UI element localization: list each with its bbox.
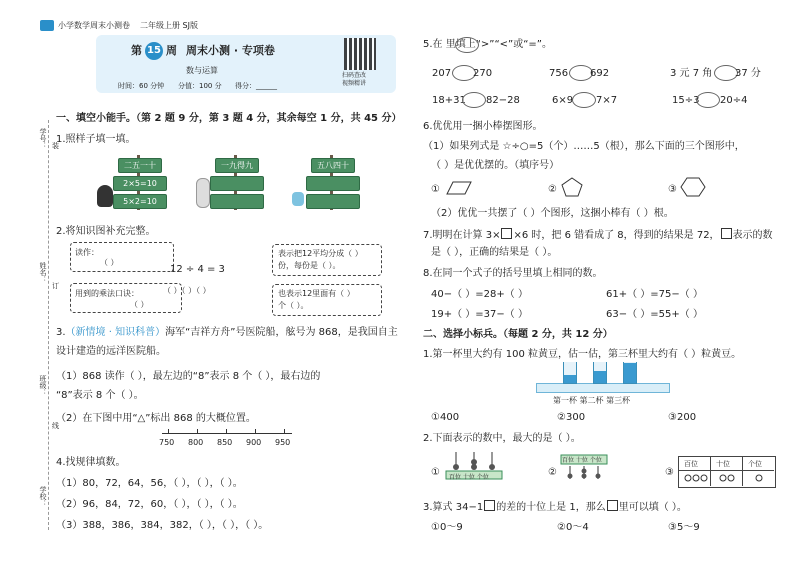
q7-text-a: 7.明明在计算 3× xyxy=(423,230,501,241)
binding-line xyxy=(48,120,49,530)
c2-option-2-label[interactable]: ② xyxy=(548,467,557,478)
signpost-1-bottom: 5×2=10 xyxy=(113,194,167,209)
number-line-tick xyxy=(255,429,256,434)
qr-caption-2: 视频精讲 xyxy=(342,80,367,87)
option-3-label: ③ xyxy=(668,184,677,195)
badge-icon xyxy=(40,20,54,31)
option-2-label: ② xyxy=(548,184,557,195)
q7-box[interactable] xyxy=(721,228,732,239)
score-got: 得分：______ xyxy=(235,82,277,90)
margin-xuexiao: 学校： xyxy=(39,486,47,507)
q4-part2[interactable]: （2）96，84，72，60，（ ），（ ），（ ）。 xyxy=(56,499,243,510)
page-title: 周末小测 · 专项卷 xyxy=(186,44,275,57)
q3-part1: （1）868 读作（ ），最左边的“8”表示 8 个（ ），最右边的 xyxy=(56,371,321,382)
c3-option-1[interactable]: ①0～9 xyxy=(431,522,463,533)
elephant-icon xyxy=(292,192,304,206)
week-number: 15 xyxy=(145,42,163,60)
section-1-title: 一、填空小能手。（第 2 题 9 分，第 3 题 4 分，其余每空 1 分，共 45 分） xyxy=(56,113,402,124)
q2-title: 2.将知识图补充完整。 xyxy=(56,226,156,237)
abacus-label: 百位 十位 个位 xyxy=(449,474,489,481)
cup-3 xyxy=(623,362,637,384)
q5-r2-c: 6×9 xyxy=(552,95,574,106)
number-line-label: 850 xyxy=(217,438,233,447)
q5-r1-e: 3 元 7 角 xyxy=(670,68,713,79)
c2-option-1-label[interactable]: ① xyxy=(431,467,440,478)
q3-tag: （新情境 · 知识科普） xyxy=(65,327,166,338)
margin-xingming: 姓名： xyxy=(39,262,47,283)
q4-title: 4.找规律填数。 xyxy=(56,457,126,468)
compare-oval[interactable] xyxy=(696,92,720,108)
box-read-blank[interactable]: （ ） xyxy=(100,258,119,267)
box-right-1-line1: 表示把12平均分成（ ） xyxy=(278,249,363,258)
pentagon-icon xyxy=(560,176,584,198)
q3-text-a: 海军“吉祥方舟”号医院船，舷号为 868，是我国自主 xyxy=(165,327,398,338)
cups-shelf xyxy=(536,383,670,393)
margin-zhuang: 装 xyxy=(52,142,59,150)
c2-option-3-label[interactable]: ③ xyxy=(665,467,674,478)
box-read-label: 读作： xyxy=(75,248,99,257)
q7-line2: 是（ ），正确的结果是（ ）。 xyxy=(431,247,558,258)
q7-line1 xyxy=(423,228,773,242)
c1-option-2[interactable]: ②300 xyxy=(557,412,586,423)
c3-option-2[interactable]: ②0～4 xyxy=(557,522,589,533)
c1-title: 1.第一杯里大约有 100 粒黄豆，估一估，第三杯里大约有（ ）粒黄豆。 xyxy=(423,349,742,360)
score-total: 分值：100 分 xyxy=(178,82,222,90)
number-line-label: 900 xyxy=(246,438,262,447)
q8-b[interactable]: 61+（ ）=75−（ ） xyxy=(606,289,703,300)
q5-r2-f: 20÷4 xyxy=(720,95,748,106)
cups-label: 第一杯 第二杯 第三杯 xyxy=(553,396,631,405)
q8-a[interactable]: 40−（ ）=28+（ ） xyxy=(431,289,528,300)
margin-xuehao: 学号： xyxy=(39,128,47,149)
q4-part3[interactable]: （3）388，386，384，382，（ ），（ ），（ ）。 xyxy=(56,520,269,531)
pv-header-hundreds: 百位 xyxy=(684,460,698,468)
q5-r1-d: 692 xyxy=(590,68,610,79)
cup-1 xyxy=(563,362,577,384)
c3-line xyxy=(423,500,687,514)
number-line-label: 950 xyxy=(275,438,291,447)
hexagon-icon xyxy=(680,176,706,198)
compare-oval[interactable] xyxy=(462,92,486,108)
q5-r1-a: 207 xyxy=(432,68,452,79)
number-line-label: 800 xyxy=(188,438,204,447)
box-mouth-label: 用到的乘法口诀： xyxy=(75,289,139,298)
pv-beads xyxy=(680,472,774,485)
q5-r1-b: 270 xyxy=(473,68,493,79)
qr-code xyxy=(344,38,376,70)
q7-text-c: 表示的数 xyxy=(732,230,773,241)
page-subtitle: 数与运算 xyxy=(186,66,218,75)
panda-icon xyxy=(97,185,113,207)
option-1-label: ① xyxy=(431,184,440,195)
signpost-3-top: 五八四十 xyxy=(311,158,355,173)
q5-title-oval xyxy=(455,37,479,53)
q8-d[interactable]: 63−（ ）=55+（ ） xyxy=(606,309,703,320)
q5-r1-c: 756 xyxy=(549,68,569,79)
q5-r1-f: 37 分 xyxy=(735,68,761,79)
c3-text-c: 里可以填（ ）。 xyxy=(618,502,687,513)
q5-r2-a: 18+31 xyxy=(432,95,466,106)
pv-header-ones: 个位 xyxy=(748,460,762,468)
number-line-tick xyxy=(284,429,285,434)
box-right-2-line1: 也表示12里面有（ ） xyxy=(278,289,355,298)
signpost-2-mid xyxy=(210,176,264,191)
rod-label: 百位 十位 个位 xyxy=(562,457,602,464)
cup-2 xyxy=(593,362,607,384)
q1-title: 1.照样子填一填。 xyxy=(56,134,136,145)
margin-ding: 订 xyxy=(52,282,59,290)
box-mouth-blank[interactable]: （ ） xyxy=(130,300,149,309)
q5-title: 5.在 里填上“>”“<”或“=”。 xyxy=(423,39,552,50)
q5-r2-b: 82−28 xyxy=(486,95,520,106)
signpost-3-mid xyxy=(306,176,360,191)
signpost-1-mid: 2×5=10 xyxy=(113,176,167,191)
q6-title: 6.优优用一捆小棒摆图形。 xyxy=(423,121,543,132)
c1-option-1[interactable]: ①400 xyxy=(431,412,460,423)
q4-part1[interactable]: （1）80，72，64，56，（ ），（ ），（ ）。 xyxy=(56,478,243,489)
q3-part1-cont: “8”表示 8 个（ ）。 xyxy=(56,390,144,401)
number-line-tick xyxy=(226,429,227,434)
q6-part1: （1）如果列式是 ☆÷○=5（个）……5（根），那么下面的三个图形中， xyxy=(423,141,745,152)
signpost-2-bottom xyxy=(210,194,264,209)
box-right-2-line2: 个（ ）。 xyxy=(278,301,309,310)
pv-header-tens: 十位 xyxy=(716,460,730,468)
c3-box[interactable] xyxy=(484,500,495,511)
signpost-1-top: 二五一十 xyxy=(118,158,162,173)
c3-text-b: 的差的十位上是 1，那么 xyxy=(496,502,606,513)
compare-oval[interactable] xyxy=(572,92,596,108)
time-limit: 时间：60 分钟 xyxy=(118,82,165,90)
q5-r2-d: 7×7 xyxy=(596,95,618,106)
week-suffix: 周 xyxy=(166,44,177,57)
section-2-title: 二、选择小标兵。（每题 2 分，共 12 分） xyxy=(423,329,613,340)
q7-text-b: ×6 时，把 6 错看成了 8，得到的结果是 72， xyxy=(513,230,720,241)
number-line-tick xyxy=(168,429,169,434)
box-right-1-line2: 份，每份是（ ）。 xyxy=(278,261,341,270)
q8-title: 8.在同一个式子的括号里填上相同的数。 xyxy=(423,268,603,279)
c2-title: 2.下面表示的数中，最大的是（ ）。 xyxy=(423,433,581,444)
c3-box[interactable] xyxy=(607,500,618,511)
header-grade: 二年级上册 SJ版 xyxy=(140,21,198,30)
signpost-2-top: 一九得九 xyxy=(215,158,259,173)
q6-part2: （2）优优一共摆了（ ）个图形，这捆小棒有（ ）根。 xyxy=(431,208,674,219)
parallelogram-icon xyxy=(445,180,473,196)
margin-xian: 线 xyxy=(52,422,59,430)
q3-line1: 3.（新情境 · 知识科普）海军“吉祥方舟”号医院船，舷号为 868，是我国自主 xyxy=(56,327,398,338)
c3-option-3[interactable]: ③5～9 xyxy=(668,522,700,533)
margin-banji: 班级： xyxy=(39,375,47,396)
signpost-3-bottom xyxy=(306,194,360,209)
header-badge: 小学数学周末小测卷 xyxy=(58,21,130,30)
number-line-tick xyxy=(197,429,198,434)
equation: 12 ÷ 4 = 3 xyxy=(170,264,225,275)
q8-c[interactable]: 19+（ ）=37−（ ） xyxy=(431,309,528,320)
rabbit-icon xyxy=(196,178,210,208)
q6-part1-cont: （ ）是优优摆的。（填序号） xyxy=(431,160,560,171)
q3-part2: （2）在下图中用“△”标出 868 的大概位置。 xyxy=(56,413,256,424)
q5-r2-e: 15÷3 xyxy=(672,95,700,106)
q3-line2: 设计建造的远洋医院船。 xyxy=(56,346,166,357)
q7-box[interactable] xyxy=(501,228,512,239)
qr-caption-1: 扫码查改 xyxy=(342,72,367,79)
number-line-label: 750 xyxy=(159,438,175,447)
c1-option-3[interactable]: ③200 xyxy=(668,412,697,423)
number-line xyxy=(162,433,292,434)
week-prefix: 第 xyxy=(131,44,142,57)
c3-text-a: 3.算式 34−1 xyxy=(423,502,484,513)
equation-blanks[interactable]: （ ）（ ）（ ） xyxy=(163,286,211,295)
